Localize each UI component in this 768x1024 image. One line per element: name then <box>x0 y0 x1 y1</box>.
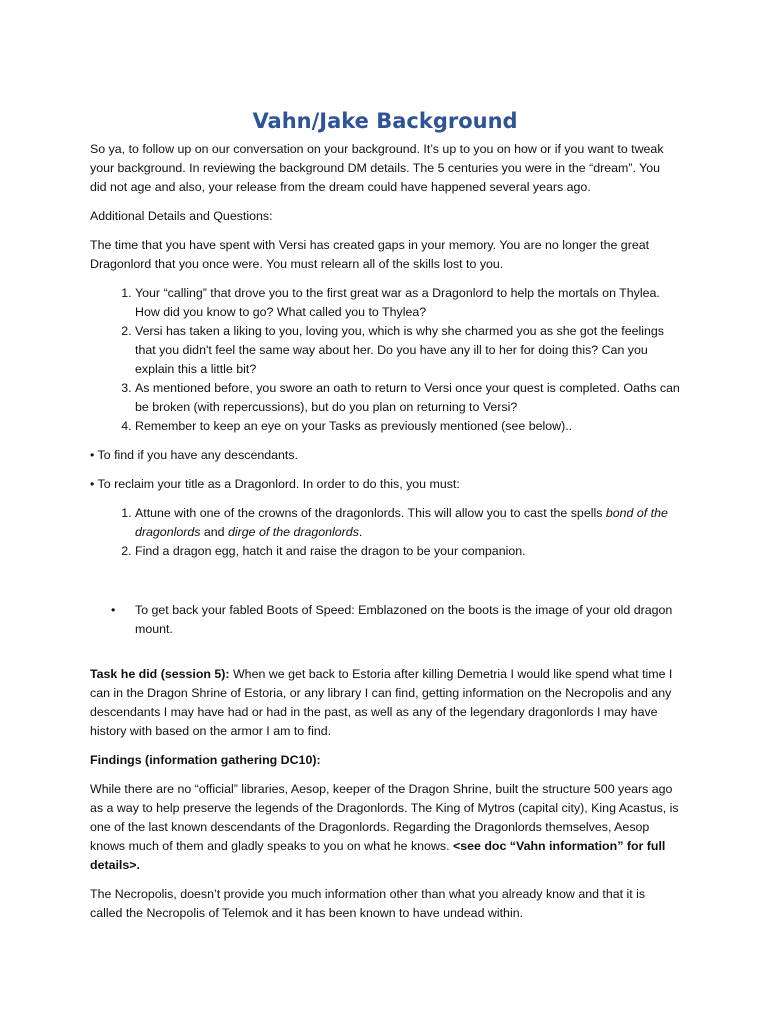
question-item: 2. Versi has taken a liking to you, loving you, which is why she charmed you as she got the feelings that you didn't feel the same way about her. Do you have any ill to her for doing this? Can you explain this a little bit? <box>135 322 680 379</box>
bullet-icon: • <box>111 603 116 617</box>
additional-heading: Additional Details and Questions: <box>90 209 273 223</box>
page-title: Vahn/Jake Background <box>252 109 518 133</box>
question-item: 1. Your “calling” that drove you to the first great war as a Dragonlord to help the mortals on Thylea. How did you know to go? What called you to Thylea? <box>135 284 680 322</box>
document-page <box>90 106 680 933</box>
versi-paragraph: The time that you have spent with Versi has created gaps in your memory. You are no longer the great Dragonlord that you once were. You must relearn all of the skills lost to you. <box>90 238 650 271</box>
step-text: . <box>358 525 363 539</box>
step-text: and <box>200 525 229 539</box>
intro-paragraph: So ya, to follow up on our conversation on your background. It’s up to you on how or if you want to tweak your background. In reviewing the background DM details. The 5 centuries you were in the “dream”. You did not age and also, your release from the dream could have happened several years ago. <box>90 142 664 194</box>
findings-heading-text: Findings (information gathering DC10): <box>90 753 321 767</box>
question-item: 4. Remember to keep an eye on your Tasks as previously mentioned (see below).. <box>135 417 680 436</box>
question-item: 3. As mentioned before, you swore an oath to return to Versi once your quest is completed. Oaths can be broken (with repercussions), but do you plan on returning to Versi? <box>135 379 680 417</box>
findings-reference: <see doc “Vahn information” for full details>. <box>90 839 666 872</box>
boots-text: To get back your fabled Boots of Speed: Emblazoned on the boots is the image of your old dragon mount. <box>135 603 673 636</box>
task-descendants: • To find if you have any descendants. <box>90 448 299 462</box>
reclaim-step <box>135 504 680 542</box>
reclaim-step: 2. Find a dragon egg, hatch it and raise the dragon to be your companion. <box>135 542 680 561</box>
findings-paragraph <box>90 780 680 875</box>
spell-name: bond of the dragonlords <box>135 506 668 539</box>
spell-name: dirge of the dragonlords <box>228 525 359 539</box>
reclaim-steps-list <box>90 504 680 561</box>
findings-heading <box>90 751 680 770</box>
step-text: Attune with one of the crowns of the dragonlords. This will allow you to cast the spells <box>135 506 606 520</box>
task-text: When we get back to Estoria after killing Demetria I would like spend what time I can in the Dragon Shrine of Estoria, or any library I can find, getting information on the Necropolis and any descendants I may have had or had in the past, as well as any of the legendary dragonlords I may have history with based on the armor I am to find. <box>90 667 673 738</box>
boots-list <box>90 601 680 639</box>
spacer <box>90 639 680 665</box>
boots-item <box>111 601 680 639</box>
questions-list <box>90 284 680 436</box>
findings-text: While there are no “official” libraries, Aesop, keeper of the Dragon Shrine, built the structure 500 years ago as a way to help preserve the legends of the Dragonlords. The King of Mytros (capital city), King Acastus, is one of the last known descendants of the Dragonlords. Regarding the Dragonlords themselves, Aesop knows much of them and gladly speaks to you on what he knows. <box>90 782 679 853</box>
task-paragraph <box>90 665 680 741</box>
necropolis-paragraph: The Necropolis, doesn’t provide you much information other than what you already know and that it is called the Necropolis of Telemok and it has been known to have undead within. <box>90 887 646 920</box>
task-label: Task he did (session 5): <box>90 667 230 681</box>
task-reclaim: • To reclaim your title as a Dragonlord. In order to do this, you must: <box>90 477 460 491</box>
